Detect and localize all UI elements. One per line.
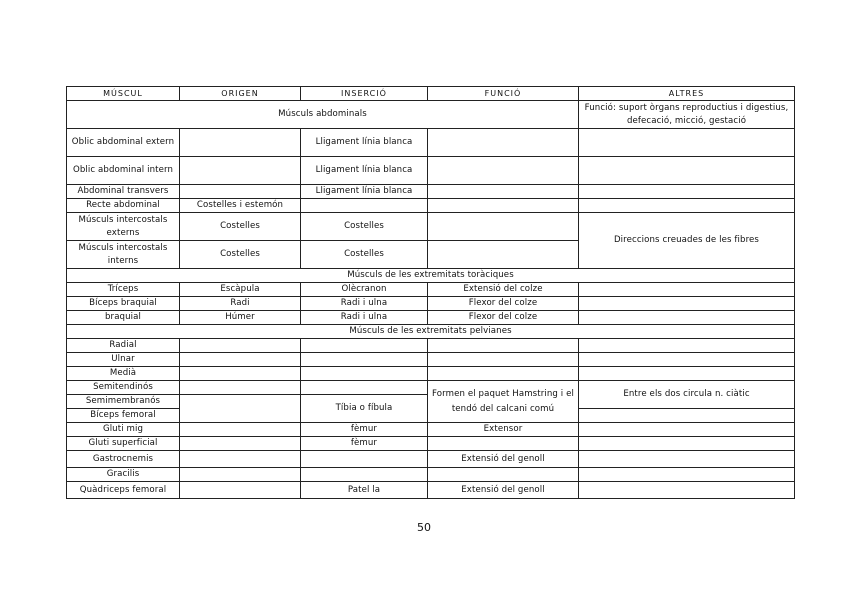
other-cell-merged: Direccions creuades de les fibres: [579, 213, 795, 269]
table-row: [67, 157, 795, 185]
insertion-cell-merged: Tíbia o fíbula: [301, 395, 428, 423]
insertion-cell: fèmur: [301, 437, 428, 451]
origin-cell: Costelles: [180, 213, 301, 241]
table-row: [67, 185, 795, 199]
origin-cell: [180, 367, 301, 381]
table-row: [67, 468, 795, 482]
origin-cell: [180, 468, 301, 482]
other-cell: [579, 409, 795, 423]
origin-cell: [180, 437, 301, 451]
insertion-cell: [301, 339, 428, 353]
table-row: [67, 353, 795, 367]
table-row: [67, 339, 795, 353]
other-cell: [579, 468, 795, 482]
other-cell: [579, 297, 795, 311]
other-cell: [579, 199, 795, 213]
origin-cell: [180, 339, 301, 353]
header-other: ALTRES: [579, 87, 795, 101]
insertion-cell: [301, 468, 428, 482]
table-row: [67, 199, 795, 213]
function-cell: [428, 129, 579, 157]
table-row: [67, 423, 795, 437]
muscle-cell: Abdominal transvers: [67, 185, 180, 199]
insertion-cell: Lligament línia blanca: [301, 185, 428, 199]
function-cell: Extensió del colze: [428, 283, 579, 297]
header-function: FUNCIÓ: [428, 87, 579, 101]
origin-cell: [180, 129, 301, 157]
section-title: Músculs abdominals: [67, 101, 579, 129]
function-cell: Flexor del colze: [428, 297, 579, 311]
origin-cell: [180, 381, 301, 395]
function-cell: Extensor: [428, 423, 579, 437]
table-row: [67, 367, 795, 381]
other-cell: [579, 367, 795, 381]
insertion-cell: Radi i ulna: [301, 311, 428, 325]
page-number: 50: [417, 521, 431, 534]
function-cell: [428, 353, 579, 367]
muscle-cell: Radial: [67, 339, 180, 353]
insertion-cell: [301, 381, 428, 395]
muscle-cell: Oblic abdominal extern: [67, 129, 180, 157]
muscle-cell: Músculs intercostals interns: [67, 241, 180, 269]
insertion-cell: Costelles: [301, 241, 428, 269]
origin-cell: [180, 157, 301, 185]
table-row: [67, 451, 795, 468]
origin-cell: [180, 451, 301, 468]
function-cell: [428, 199, 579, 213]
insertion-cell: Patel la: [301, 482, 428, 499]
origin-cell: [180, 353, 301, 367]
muscle-cell: Oblic abdominal intern: [67, 157, 180, 185]
insertion-cell: Lligament línia blanca: [301, 129, 428, 157]
table-row: [67, 297, 795, 311]
function-cell: [428, 339, 579, 353]
other-cell: [579, 482, 795, 499]
function-cell: [428, 241, 579, 269]
section-row-abdominal: [67, 101, 795, 129]
other-cell: [579, 437, 795, 451]
section-note: Funció: suport òrgans reproductius i digestius, defecació, micció, gestació: [579, 101, 795, 129]
other-cell: [579, 283, 795, 297]
other-cell: [579, 451, 795, 468]
muscle-cell: Bíceps femoral: [67, 409, 180, 423]
header-muscle: MÚSCUL: [67, 87, 180, 101]
table-row: [67, 381, 795, 395]
origin-cell-merged: [180, 395, 301, 423]
function-cell: [428, 437, 579, 451]
origin-cell: Costelles: [180, 241, 301, 269]
section-row-pelvic: [67, 325, 795, 339]
table-row: [67, 311, 795, 325]
muscle-cell: Quàdriceps femoral: [67, 482, 180, 499]
origin-cell: Radi: [180, 297, 301, 311]
function-cell: [428, 213, 579, 241]
insertion-cell: Radi i ulna: [301, 297, 428, 311]
muscle-cell: Tríceps: [67, 283, 180, 297]
other-cell: [579, 353, 795, 367]
section-title: Músculs de les extremitats toràciques: [67, 269, 795, 283]
origin-cell: [180, 482, 301, 499]
table-row: [67, 129, 795, 157]
insertion-cell: [301, 367, 428, 381]
section-title: Músculs de les extremitats pelvianes: [67, 325, 795, 339]
header-insertion: INSERCIÓ: [301, 87, 428, 101]
other-cell: [579, 311, 795, 325]
insertion-cell: fèmur: [301, 423, 428, 437]
insertion-cell: [301, 199, 428, 213]
function-cell: Flexor del colze: [428, 311, 579, 325]
muscle-cell: Medià: [67, 367, 180, 381]
origin-cell: Costelles i estemón: [180, 199, 301, 213]
function-cell: [428, 367, 579, 381]
table-row: [67, 213, 795, 241]
origin-cell: Húmer: [180, 311, 301, 325]
function-cell: Extensió del genoll: [428, 482, 579, 499]
table-row: [67, 482, 795, 499]
muscle-cell: Ulnar: [67, 353, 180, 367]
insertion-cell: [301, 353, 428, 367]
other-cell: [579, 129, 795, 157]
function-cell: [428, 468, 579, 482]
other-cell: [579, 185, 795, 199]
insertion-cell: Lligament línia blanca: [301, 157, 428, 185]
table-row: [67, 437, 795, 451]
function-cell: [428, 185, 579, 199]
muscle-table: [66, 86, 795, 499]
header-row: [67, 87, 795, 101]
muscle-cell: Músculs intercostals externs: [67, 213, 180, 241]
other-cell: [579, 157, 795, 185]
other-cell: [579, 423, 795, 437]
other-cell-merged: Entre els dos circula n. ciàtic: [579, 381, 795, 409]
function-cell: Extensió del genoll: [428, 451, 579, 468]
muscle-cell: Semimembranós: [67, 395, 180, 409]
muscle-cell: Bíceps braquial: [67, 297, 180, 311]
origin-cell: [180, 423, 301, 437]
origin-cell: Escàpula: [180, 283, 301, 297]
section-row-thoracic: [67, 269, 795, 283]
insertion-cell: Costelles: [301, 213, 428, 241]
origin-cell: [180, 185, 301, 199]
muscle-cell: Gastrocnemis: [67, 451, 180, 468]
insertion-cell: Olècranon: [301, 283, 428, 297]
table-row: [67, 283, 795, 297]
other-cell: [579, 339, 795, 353]
header-origin: ORIGEN: [180, 87, 301, 101]
insertion-cell: [301, 451, 428, 468]
muscle-cell: braquial: [67, 311, 180, 325]
muscle-cell: Gluti superficial: [67, 437, 180, 451]
muscle-cell: Recte abdominal: [67, 199, 180, 213]
muscle-cell: Gracilis: [67, 468, 180, 482]
function-cell: [428, 157, 579, 185]
muscle-cell: Gluti mig: [67, 423, 180, 437]
function-cell-merged: Formen el paquet Hamstring i el tendó del calcani comú: [428, 381, 579, 423]
muscle-cell: Semitendinós: [67, 381, 180, 395]
